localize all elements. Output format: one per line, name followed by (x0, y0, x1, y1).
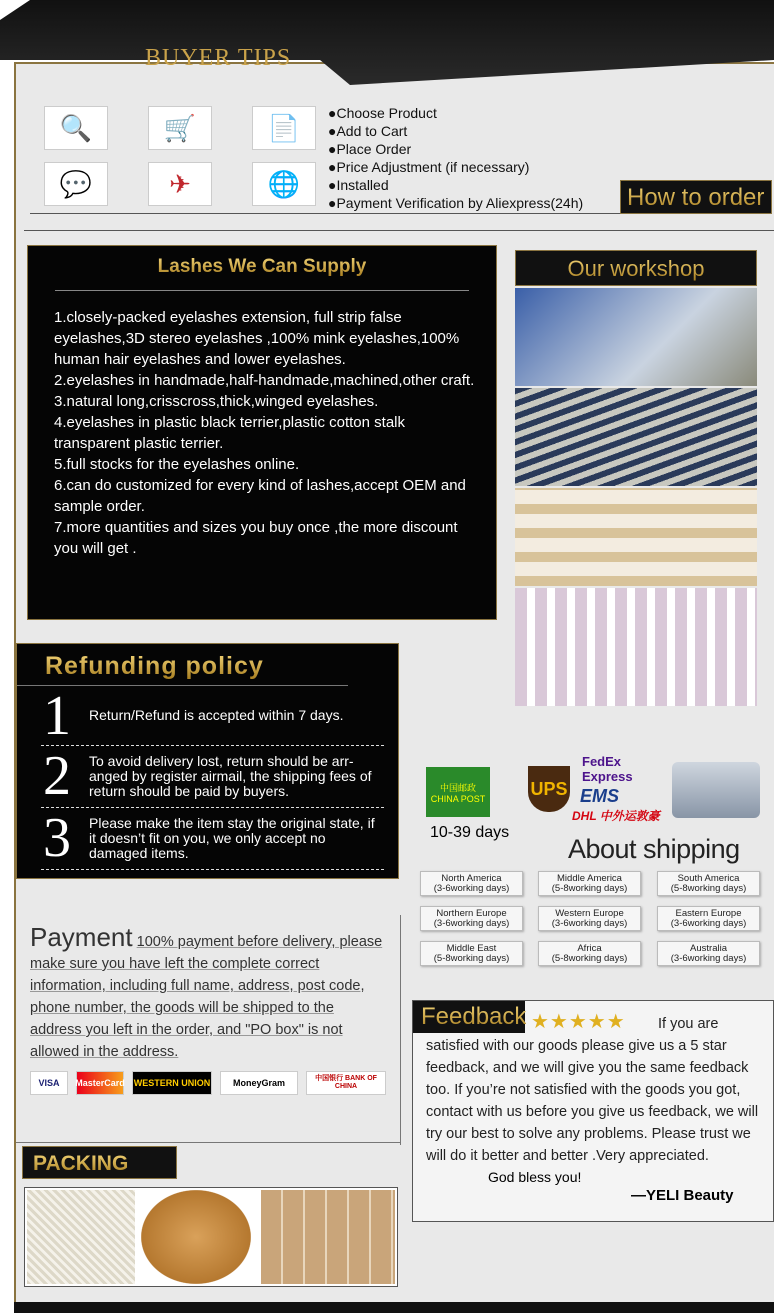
refund-item: 3 Please make the item stay the original state, if it doesn’t fit on you, we only accept no damaged items. (41, 808, 384, 870)
bubble-bag-photo (27, 1190, 135, 1284)
region-badge: Middle America (5-8working days) (538, 871, 641, 896)
divider (400, 915, 401, 1145)
divider (24, 230, 774, 231)
divider (16, 1142, 400, 1143)
workshop-photo (515, 488, 757, 586)
refund-item: 2 To avoid delivery lost, return should be arr-anged by register airmail, the shipping fees of return should be paid by buyers. (41, 746, 384, 808)
user-search-icon: 🔍 (44, 106, 108, 150)
supply-title: Lashes We Can Supply (157, 256, 367, 277)
region-badge: Australia (3-6working days) (657, 941, 760, 966)
bank-of-china-logo: 中国银行 BANK OF CHINA (306, 1071, 386, 1095)
region-badge: North America (3-6working days) (420, 871, 523, 896)
chat-icon: 💬 (44, 162, 108, 206)
stacked-boxes-photo (261, 1190, 395, 1284)
step: Payment Verification by Aliexpress(24h) (336, 195, 584, 211)
ems-logo: EMS (580, 786, 620, 806)
shipping-days: 10-39 days (430, 824, 510, 841)
step: Installed (336, 177, 389, 193)
supply-item: 5.full stocks for the eyelashes online. (54, 456, 300, 473)
region-badge: South America (5-8working days) (657, 871, 760, 896)
supply-item: 3.natural long,crisscross,thick,winged eyelashes. (54, 393, 379, 410)
supply-item: 4.eyelashes in plastic black terrier,plastic cotton stalk transparent plastic terrier. (54, 414, 405, 452)
dhl-logo: DHL 中外运敦豪 (572, 809, 660, 823)
step: Choose Product (336, 105, 437, 121)
region-badge: Middle East (5-8working days) (420, 941, 523, 966)
blessing: God bless you! (488, 1169, 582, 1185)
step: Place Order (336, 141, 412, 157)
feedback-title: Feedback (413, 1001, 525, 1033)
western-union-logo: WESTERN UNION (132, 1071, 212, 1095)
cart-icon: 🛒 (148, 106, 212, 150)
star-rating: ★★★★★ (531, 1011, 626, 1033)
supply-item: 2.eyelashes in handmade,half-handmade,machined,other craft. (54, 372, 475, 389)
footer-bar (14, 1302, 774, 1313)
how-to-order-label: How to order (620, 180, 772, 214)
workshop-photo (515, 288, 757, 386)
feedback-text: If you are satisfied with our goods please give us a 5 star feedback, and we will give you the same feedback too. If you’re not satisfied with the goods you got, contact with us before you give us feedback, we will try our best to solve any problems. Please trust we will do it better and better .Very appreciated. (426, 1016, 759, 1164)
visa-logo: VISA (30, 1071, 68, 1095)
fedex-logo: FedEx Express (582, 754, 633, 784)
packing-title: PACKING (22, 1146, 177, 1179)
packing-photos (24, 1187, 398, 1287)
payment-section (30, 922, 388, 1095)
supply-item: 1.closely-packed eyelashes extension, full strip false eyelashes,3D stereo eyelashes ,100% mink eyelashes,100% human hair eyelashes and lower eyelashes. (54, 309, 460, 368)
signature: —YELI Beauty (631, 1187, 734, 1204)
truck-plane-image (672, 762, 760, 818)
china-post-logo: 中国邮政 CHINA POST (426, 767, 490, 817)
moneygram-logo: MoneyGram (220, 1071, 298, 1095)
feedback-panel (412, 1000, 774, 1222)
payment-logos (30, 1071, 388, 1095)
airplane-icon: ✈ (148, 162, 212, 206)
region-badge: Northern Europe (3-6working days) (420, 906, 523, 931)
workshop-title: Our workshop (567, 256, 705, 281)
refund-item: 1 Return/Refund is accepted within 7 days. (41, 686, 384, 746)
divider (30, 213, 620, 214)
globe-icon: 🌐 (252, 162, 316, 206)
payment-text: 100% payment before delivery, please make sure you have left the complete correct information, including full name, address, post code, phone number, the goods will be shipped to the address you left in the order, and "PO box" is not allowed in the address. (30, 934, 383, 1060)
carton-box-photo (141, 1190, 251, 1284)
workshop-photo (515, 588, 757, 706)
supply-item: 6.can do customized for every kind of lashes,accept OEM and sample order. (54, 477, 466, 515)
step: Add to Cart (336, 123, 408, 139)
workshop-photo (515, 388, 757, 486)
supply-item: 7.more quantities and sizes you buy once ,the more discount you will get . (54, 519, 458, 557)
region-badge: Western Europe (3-6working days) (538, 906, 641, 931)
region-badge: Africa (5-8working days) (538, 941, 641, 966)
payment-title: Payment (30, 922, 133, 952)
step: Price Adjustment (if necessary) (336, 159, 530, 175)
refund-panel (16, 643, 399, 879)
mastercard-logo: MasterCard (76, 1071, 124, 1095)
workshop-panel (515, 250, 757, 722)
header-title: BUYER TIPS (145, 45, 292, 71)
order-steps: ●Choose Product ●Add to Cart ●Place Order ●Price Adjustment (if necessary) ●Installed ●Payment Verification by Aliexpress(24h) (328, 105, 584, 211)
region-badge: Eastern Europe (3-6working days) (657, 906, 760, 931)
ups-logo: UPS (528, 766, 570, 812)
supply-panel (27, 245, 497, 620)
shipping-title: About shipping (568, 834, 740, 864)
order-icon: 📄 (252, 106, 316, 150)
refund-title: Refunding policy (45, 652, 264, 680)
